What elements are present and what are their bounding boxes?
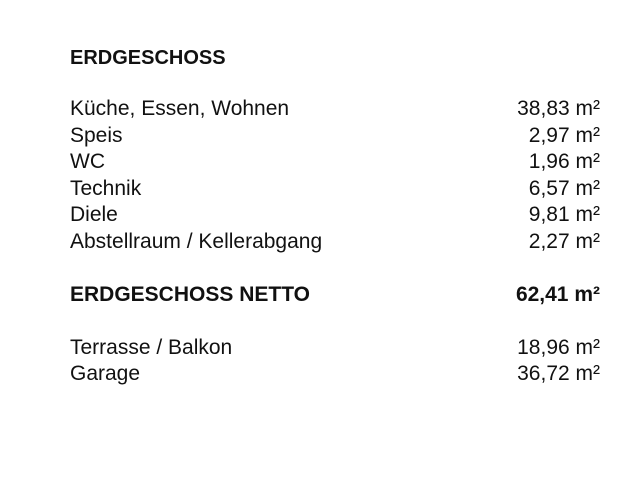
- room-area: 1,96 m²: [528, 150, 600, 173]
- extra-area-list: [70, 335, 600, 388]
- room-list: [70, 96, 600, 255]
- extra-label: Terrasse / Balkon: [70, 335, 233, 359]
- extra-row-terrace: [70, 335, 600, 362]
- extra-area: 36,72 m²: [517, 362, 600, 385]
- spacer: [70, 309, 600, 335]
- room-area: 2,27 m²: [528, 229, 600, 253]
- extra-area: 18,96 m²: [517, 335, 600, 359]
- area-table: [70, 44, 600, 388]
- room-label: Küche, Essen, Wohnen: [70, 97, 290, 120]
- room-row-wc: [70, 149, 600, 176]
- net-total-label: ERDGESCHOSS NETTO: [70, 283, 310, 306]
- room-area: 38,83 m²: [517, 97, 600, 120]
- extra-label: Garage: [70, 362, 141, 385]
- net-total-area: 62,41 m²: [515, 283, 600, 306]
- floor-heading: ERDGESCHOSS: [70, 47, 226, 69]
- room-row-technik: [70, 176, 600, 203]
- room-row-kitchen: [70, 96, 600, 123]
- room-row-storage: [70, 229, 600, 256]
- room-area: 6,57 m²: [528, 176, 600, 200]
- room-row-pantry: [70, 123, 600, 150]
- extra-row-garage: [70, 361, 600, 388]
- room-label: Technik: [70, 176, 142, 200]
- net-total-row: [70, 282, 600, 309]
- room-label: Diele: [70, 203, 118, 226]
- room-area: 9,81 m²: [528, 203, 600, 226]
- room-area: 2,97 m²: [528, 123, 600, 147]
- spacer: [70, 72, 600, 96]
- room-label: WC: [70, 150, 105, 173]
- room-label: Abstellraum / Kellerabgang: [70, 229, 323, 253]
- room-label: Speis: [70, 123, 123, 147]
- room-row-diele: [70, 202, 600, 229]
- spacer: [70, 255, 600, 282]
